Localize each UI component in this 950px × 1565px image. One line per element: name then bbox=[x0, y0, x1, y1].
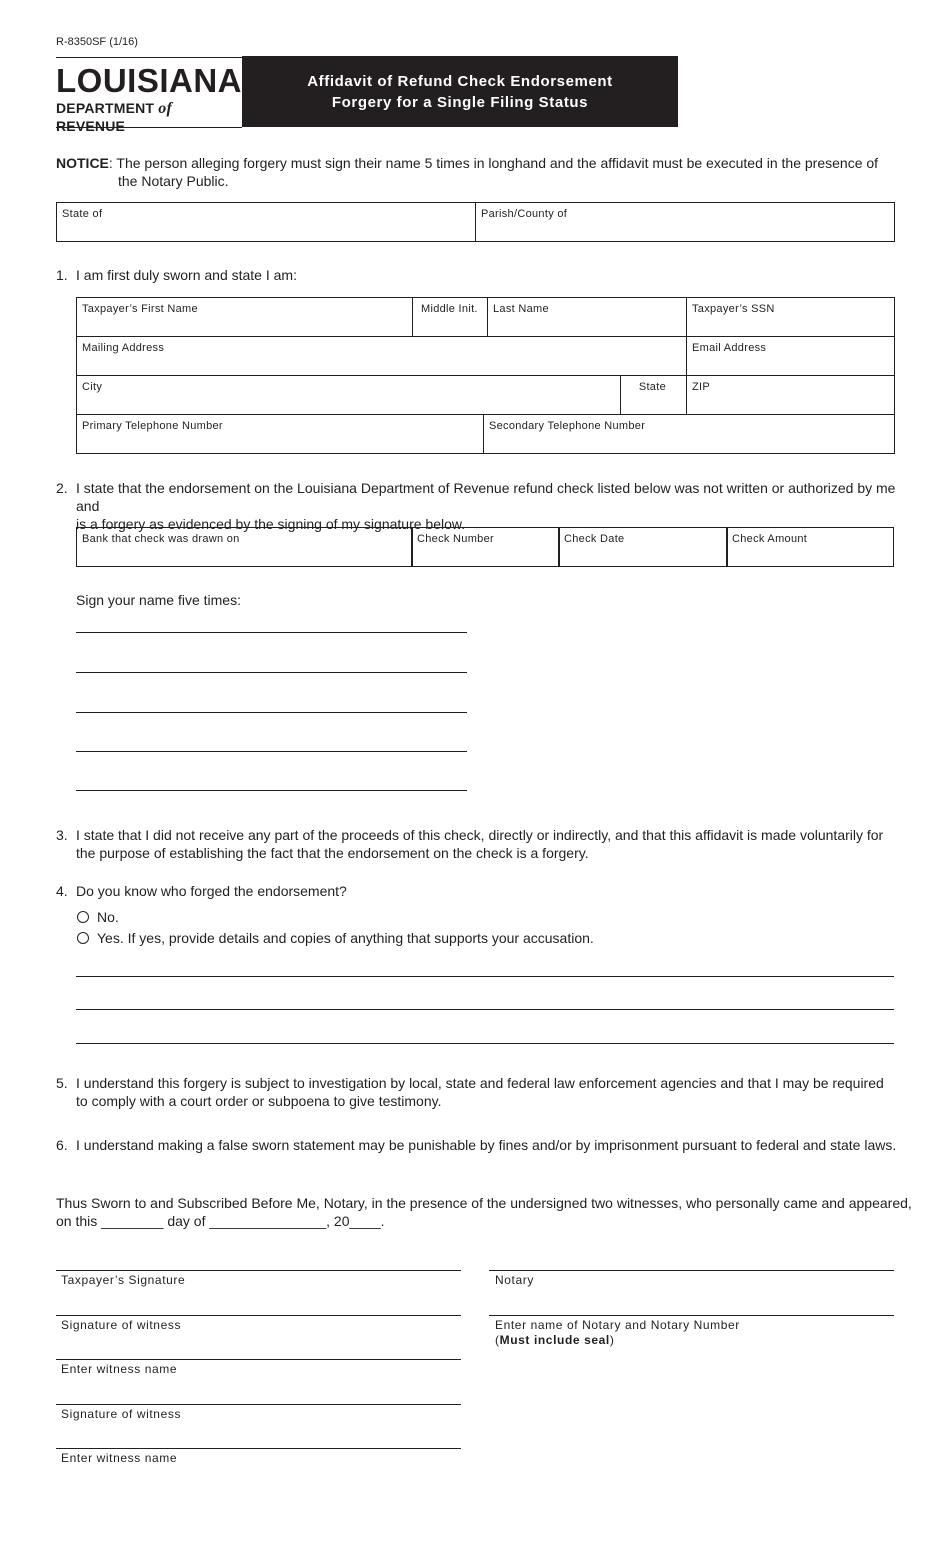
notice-text: : The person alleging forgery must sign their name 5 times in longhand and the affidavit must be executed in the presence of bbox=[108, 155, 879, 171]
form-title bbox=[242, 56, 678, 127]
witness-signature-line-2[interactable] bbox=[56, 1404, 461, 1405]
check-number-field[interactable]: Check Number bbox=[411, 527, 560, 567]
logo-state-name: LOUISIANA bbox=[56, 62, 242, 99]
no-radio[interactable] bbox=[77, 911, 89, 923]
signature-line-3[interactable] bbox=[76, 712, 467, 713]
form-title-line2: Forgery for a Single Filing Status bbox=[331, 93, 589, 111]
email-field[interactable]: Email Address bbox=[686, 336, 895, 376]
witness-name-label-2: Enter witness name bbox=[61, 1451, 178, 1465]
primary-phone-field[interactable]: Primary Telephone Number bbox=[76, 414, 484, 454]
yes-radio[interactable] bbox=[77, 932, 89, 944]
last-name-field[interactable]: Last Name bbox=[487, 297, 687, 337]
notice bbox=[56, 154, 896, 190]
middle-init-field[interactable]: Middle Init. bbox=[412, 297, 488, 337]
check-date-field[interactable]: Check Date bbox=[558, 527, 728, 567]
mailing-address-field[interactable]: Mailing Address bbox=[76, 336, 687, 376]
state-field[interactable]: State bbox=[620, 375, 687, 415]
notice-label: NOTICE bbox=[56, 155, 109, 171]
taxpayer-signature-line[interactable] bbox=[56, 1270, 461, 1271]
details-line-1[interactable] bbox=[76, 976, 894, 977]
witness-signature-label-1: Signature of witness bbox=[61, 1318, 182, 1332]
ssn-field[interactable]: Taxpayer’s SSN bbox=[686, 297, 895, 337]
signature-line-4[interactable] bbox=[76, 751, 467, 752]
seal-note: (Must include seal) bbox=[495, 1333, 615, 1347]
check-amount-field[interactable]: Check Amount bbox=[726, 527, 894, 567]
notice-text-cont: the Notary Public. bbox=[118, 173, 229, 189]
city-field[interactable]: City bbox=[76, 375, 621, 415]
notary-signature-line[interactable] bbox=[489, 1270, 894, 1271]
notary-name-label: Enter name of Notary and Notary Number bbox=[495, 1318, 740, 1332]
witness-name-line-1[interactable] bbox=[56, 1359, 461, 1360]
signature-line-2[interactable] bbox=[76, 672, 467, 673]
sign-prompt: Sign your name five times: bbox=[76, 592, 241, 608]
sworn-statement: Thus Sworn to and Subscribed Before Me, Notary, in the presence of the undersigned two witnesses, who personally came and appeared, on this ________ day of _______________, 20____. bbox=[56, 1195, 912, 1229]
signature-line-5[interactable] bbox=[76, 790, 467, 791]
zip-field[interactable]: ZIP bbox=[686, 375, 895, 415]
form-code: R-8350SF (1/16) bbox=[56, 36, 138, 48]
details-line-2[interactable] bbox=[76, 1009, 894, 1010]
state-of-field[interactable]: State of bbox=[56, 202, 476, 242]
taxpayer-signature-label: Taxpayer’s Signature bbox=[61, 1273, 186, 1287]
signature-line-1[interactable] bbox=[76, 632, 467, 633]
department-logo bbox=[56, 57, 242, 134]
witness-name-line-2[interactable] bbox=[56, 1448, 461, 1449]
no-option-label: No. bbox=[97, 909, 119, 925]
first-name-field[interactable]: Taxpayer’s First Name bbox=[76, 297, 413, 337]
logo-department: DEPARTMENT of REVENUE bbox=[56, 100, 173, 134]
secondary-phone-field[interactable]: Secondary Telephone Number bbox=[483, 414, 895, 454]
notary-label: Notary bbox=[495, 1273, 534, 1287]
form-title-line1: Affidavit of Refund Check Endorsement bbox=[307, 72, 613, 90]
bank-field[interactable]: Bank that check was drawn on bbox=[76, 527, 413, 567]
notary-name-line[interactable] bbox=[489, 1315, 894, 1316]
witness-signature-line-1[interactable] bbox=[56, 1315, 461, 1316]
yes-option-label: Yes. If yes, provide details and copies of anything that supports your accusation. bbox=[97, 930, 594, 946]
parish-county-field[interactable]: Parish/County of bbox=[475, 202, 895, 242]
witness-name-label-1: Enter witness name bbox=[61, 1362, 178, 1376]
witness-signature-label-2: Signature of witness bbox=[61, 1407, 182, 1421]
details-line-3[interactable] bbox=[76, 1043, 894, 1044]
